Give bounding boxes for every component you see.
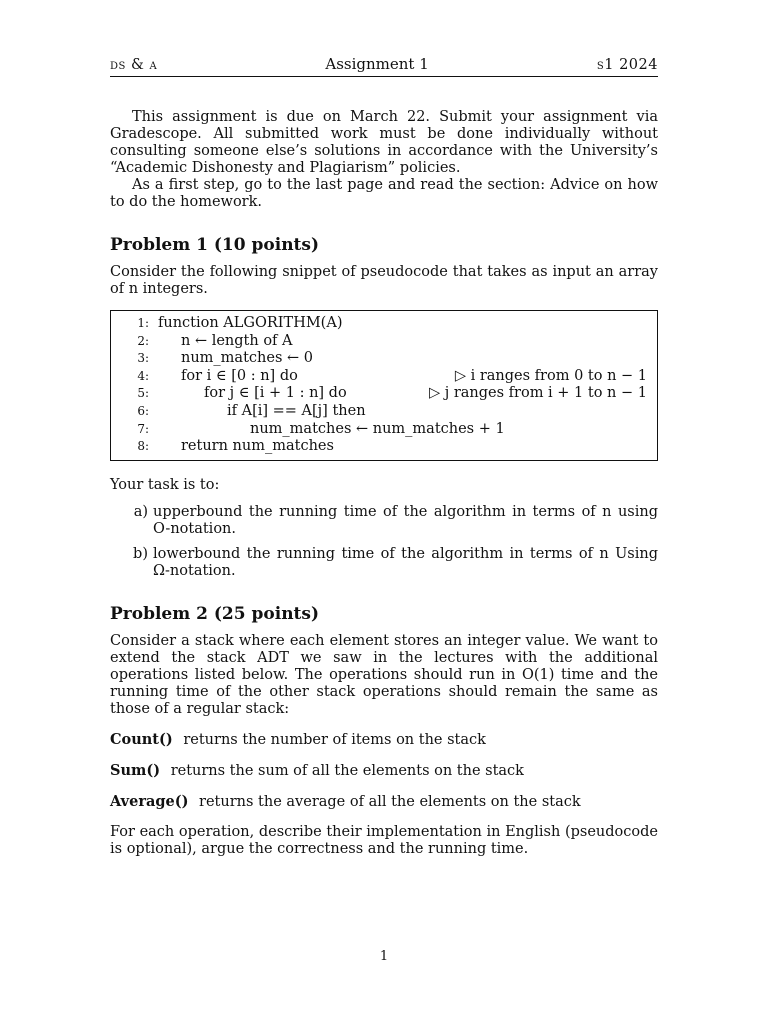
algorithm-line <box>119 421 647 439</box>
operation-sum <box>110 762 658 780</box>
line-number: 3: <box>137 351 149 366</box>
line-number: 6: <box>137 403 149 418</box>
code-text: if A[i] == A[j] then <box>227 402 366 419</box>
operation-name: Average() <box>110 792 189 810</box>
header-title: Assignment 1 <box>325 55 429 73</box>
code-text: for j ∈ [i + 1 : n] do <box>204 385 347 402</box>
running-header <box>110 56 658 77</box>
task-label: a) <box>133 503 148 520</box>
problem-2-description: Consider a stack where each element stores an integer value. We want to extend the stack ADT we saw in the lectures with the additional operations listed below. The operations should run in O(1) time and the running time of the other stack operations should remain the same as those of a regular stack: <box>110 632 658 717</box>
algorithm-line <box>119 333 647 351</box>
task-text: lowerbound the running time of the algorithm in terms of n Using Ω-notation. <box>153 545 658 579</box>
code-text: num_matches ← 0 <box>181 350 313 367</box>
algorithm-box <box>110 310 658 461</box>
line-number: 2: <box>137 333 149 348</box>
task-text: upperbound the running time of the algorithm in terms of n using O-notation. <box>153 503 658 537</box>
algorithm-line <box>119 438 647 456</box>
code-comment: ▷ j ranges from i + 1 to n − 1 <box>428 385 647 402</box>
code-text: num_matches ← num_matches + 1 <box>250 420 505 437</box>
algorithm-line <box>119 315 647 333</box>
task-list <box>110 504 658 580</box>
header-term: s1 2024 <box>596 57 658 73</box>
algorithm-line <box>119 403 647 421</box>
intro-paragraph: This assignment is due on March 22. Submit your assignment via Gradescope. All submitted work must be done individually without consulting someone else’s solutions in accordance with the University’s “Academic Dishonesty and Plagiarism” policies. <box>110 109 658 176</box>
task-label: b) <box>133 545 148 562</box>
problem-1-title: Problem 1 (10 points) <box>110 235 320 255</box>
task-item <box>110 504 658 538</box>
intro-advice-paragraph: As a first step, go to the last page and read the section: Advice on how to do the homework. <box>110 177 658 210</box>
algorithm-line <box>119 385 647 403</box>
code-comment: ▷ i ranges from 0 to n − 1 <box>454 367 647 384</box>
page-number: 1 <box>379 949 389 964</box>
task-intro: Your task is to: <box>110 476 220 493</box>
algorithm-line <box>119 368 647 386</box>
algorithm-line <box>119 350 647 368</box>
line-number: 4: <box>137 368 149 383</box>
document-page <box>110 56 658 858</box>
line-number: 5: <box>137 386 149 401</box>
operation-description: returns the sum of all the elements on the stack <box>170 762 524 779</box>
problem-2-title: Problem 2 (25 points) <box>110 603 320 624</box>
operation-description: returns the average of all the elements on the stack <box>199 793 581 810</box>
code-text: function ALGORITHM(A) <box>158 315 343 331</box>
header-course: ds & a <box>110 57 158 73</box>
line-number: 7: <box>137 421 149 436</box>
problem-1-description: Consider the following snippet of pseudocode that takes as input an array of n integers. <box>110 264 658 297</box>
code-text: for i ∈ [0 : n] do <box>181 367 298 384</box>
code-text: return num_matches <box>181 438 334 455</box>
operation-name: Sum() <box>110 761 161 779</box>
line-number: 8: <box>137 439 149 454</box>
task-item <box>110 546 658 580</box>
operation-count <box>110 731 658 749</box>
operation-name: Count() <box>110 730 173 748</box>
problem-2-closing: For each operation, describe their implementation in English (pseudocode is optional), argue the correctness and the running time. <box>110 823 658 857</box>
operation-description: returns the number of items on the stack <box>183 731 486 748</box>
operation-average <box>110 793 658 811</box>
line-number: 1: <box>137 316 149 330</box>
code-text: n ← length of A <box>181 332 293 349</box>
